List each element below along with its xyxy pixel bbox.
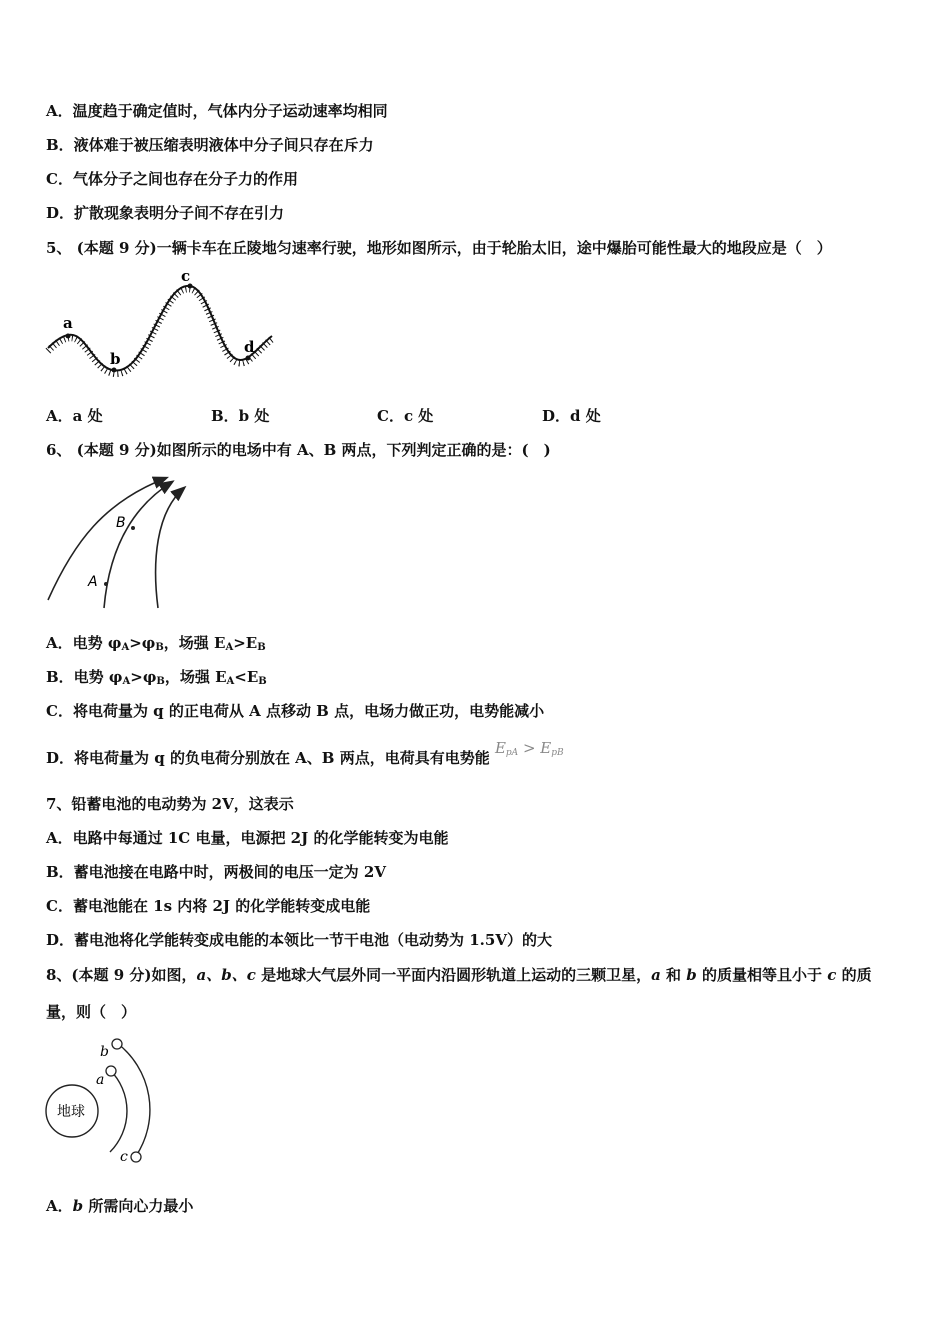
q7-option-d: D．蓄电池将化学能转变成电能的本领比一节干电池（电动势为 1.5V）的大 bbox=[46, 931, 552, 949]
q7-option-b: B．蓄电池接在电路中时，两极间的电压一定为 2V bbox=[46, 863, 386, 881]
q6-stem: 6、 (本题 9 分)如图所示的电场中有 A、B 两点，下列判定正确的是：( ) bbox=[46, 441, 551, 459]
q5-option-c: C．c 处 bbox=[377, 407, 434, 425]
field-label-b: B bbox=[116, 515, 126, 531]
q5-option-b: B．b 处 bbox=[211, 407, 270, 425]
q6-option-a: A．电势 $\varphi_A>\varphi_B$，场强 $E_A>E_B$ bbox=[46, 634, 266, 653]
q4-option-a: A．温度趋于确定值时，气体内分子运动速率均相同 bbox=[46, 102, 388, 120]
q5-option-d: D．d 处 bbox=[542, 407, 601, 425]
terrain-label-b: b bbox=[110, 350, 121, 368]
q7-option-c: C．蓄电池能在 1s 内将 2J 的化学能转变成电能 bbox=[46, 897, 371, 915]
q6-option-c: C．将电荷量为 q 的正电荷从 A 点移动 B 点，电场力做正功，电势能减小 bbox=[46, 702, 545, 720]
q8-option-a: A．b 所需向心力最小 bbox=[46, 1197, 194, 1215]
q7-option-a: A．电路中每通过 1C 电量，电源把 2J 的化学能转变为电能 bbox=[46, 829, 449, 847]
q8-stem-line1: 8、(本题 9 分)如图，a、b、c 是地球大气层外同一平面内沿圆形轨道上运动的三颗卫星，a 和 b 的质量相等且小于 c 的质 bbox=[46, 966, 872, 984]
terrain-figure bbox=[44, 270, 284, 380]
orbit-label-a: a bbox=[96, 1072, 105, 1088]
electric-field-figure bbox=[44, 472, 204, 612]
q4-option-b: B．液体难于被压缩表明液体中分子间只存在斥力 bbox=[46, 136, 374, 154]
q4-option-d: D．扩散现象表明分子间不存在引力 bbox=[46, 204, 285, 222]
q6-option-d: D．将电荷量为 q 的负电荷分别放在 A、B 两点，电荷具有电势能 $E_{pA} > E_{pB}$ bbox=[46, 739, 564, 767]
field-label-a: A bbox=[88, 574, 98, 590]
q6-option-b: B．电势 $\varphi_A>\varphi_B$，场强 $E_A<E_B$ bbox=[46, 668, 267, 687]
q6-energy-formula: $E_{pA} > E_{pB}$ bbox=[494, 739, 564, 758]
earth-label: 地球 bbox=[57, 1104, 85, 1120]
q4-option-c: C．气体分子之间也存在分子力的作用 bbox=[46, 170, 298, 188]
q7-stem: 7、铅蓄电池的电动势为 2V，这表示 bbox=[46, 795, 294, 813]
q5-stem: 5、 (本题 9 分)一辆卡车在丘陵地匀速率行驶，地形如图所示，由于轮胎太旧，途中爆胎可能性最大的地段应是（ ） bbox=[46, 239, 832, 257]
q5-option-a: A．a 处 bbox=[46, 407, 103, 425]
orbit-label-b: b bbox=[100, 1044, 109, 1060]
terrain-label-a: a bbox=[63, 314, 73, 332]
terrain-label-d: d bbox=[244, 338, 255, 356]
orbit-label-c: c bbox=[120, 1149, 128, 1165]
terrain-label-c: c bbox=[181, 270, 191, 285]
orbit-figure bbox=[40, 1034, 170, 1170]
q8-stem-line2: 量，则（ ） bbox=[46, 1003, 137, 1021]
